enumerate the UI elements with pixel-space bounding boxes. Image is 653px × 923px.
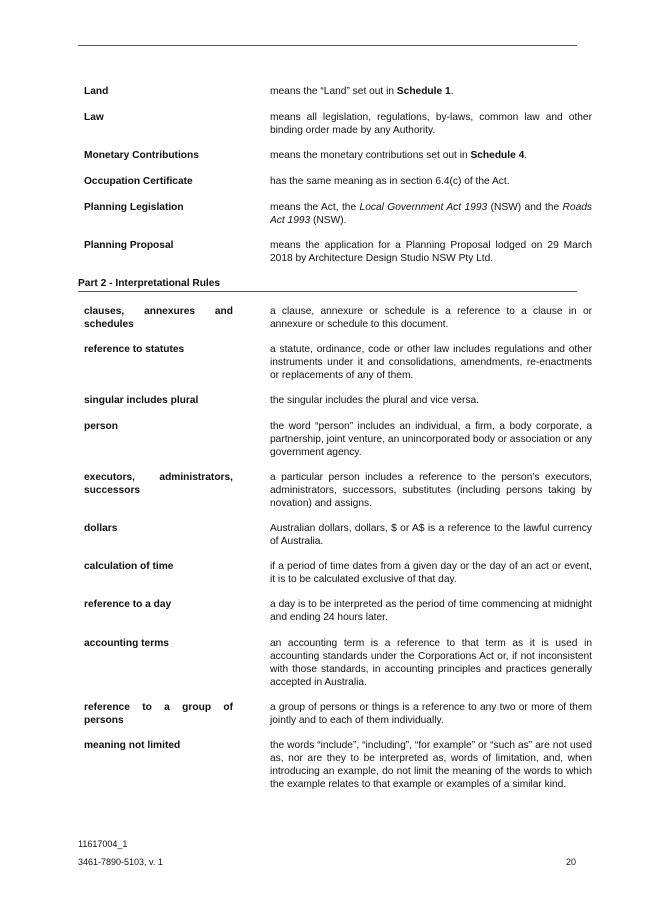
rule-term: dollars: [84, 523, 118, 534]
definition-text-run: means the monetary contributions set out in: [270, 150, 471, 161]
rule-term: person: [84, 421, 118, 432]
definition-bold-ref: Schedule 4: [470, 150, 525, 161]
rule-term: reference to statutes: [84, 344, 185, 355]
definition-term: Planning Legislation: [84, 202, 184, 213]
page-number: 20: [566, 857, 577, 867]
definition-text-run: .: [450, 86, 454, 97]
part-heading: Part 2 - Interpretational Rules: [78, 278, 221, 289]
definition-term: Law: [84, 112, 104, 123]
definition-text: [270, 111, 592, 137]
footer-reference: 3461-7890-5103, v. 1: [78, 857, 163, 867]
definition-bold-ref: Schedule 1: [396, 86, 451, 97]
definition-text-run: means the application for a Planning Proposal lodged on 29 March 2018 by Architecture Design Studio NSW Pty Ltd.: [270, 240, 592, 264]
definition-text-run: .: [524, 150, 528, 161]
rule-text: a particular person includes a reference to the person’s executors, administrators, successors, substitutes (including persons taking by novation) and assigns.: [270, 472, 592, 509]
rule-text: an accounting term is a reference to that term as it is used in accounting standards under the Corporations Act or, if not inconsistent with those standards, in accounting principles and practices generally accepted in Australia.: [270, 638, 592, 688]
rule-term: reference to a group of persons: [84, 702, 233, 726]
part-heading-rule: [78, 291, 577, 292]
definition-term: Monetary Contributions: [84, 150, 199, 161]
rule-text: if a period of time dates from a given day or the day of an act or event, it is to be calculated exclusive of that day.: [270, 561, 592, 585]
definition-text: [270, 175, 592, 188]
definition-term: Planning Proposal: [84, 240, 174, 251]
rule-term: singular includes plural: [84, 395, 199, 406]
rule-term: calculation of time: [84, 561, 174, 572]
rule-text: a statute, ordinance, code or other law includes regulations and other instruments under it and consolidations, amendments, re-enactments or replacements of any of them.: [270, 344, 592, 381]
definition-italic-ref: Local Government Act 1993: [359, 202, 488, 213]
definition-text: [270, 239, 592, 265]
definition-text-run: (NSW) and the: [487, 202, 563, 213]
rule-text: a clause, annexure or schedule is a reference to a clause in or annexure or schedule to this document.: [270, 306, 592, 330]
rule-text: the words “include”, “including”, “for example” or “such as” are not used as, nor are they to be interpreted as, words of limitation, and, when introducing an example, do not limit the meaning of the words to which the example relates to that example or examples of a similar kind.: [270, 740, 592, 790]
top-rule: [78, 45, 577, 46]
definition-text-run: means the Act, the: [270, 202, 360, 213]
rule-term: reference to a day: [84, 599, 172, 610]
definition-term: Land: [84, 86, 109, 97]
definition-text: [270, 85, 592, 98]
rule-text: a group of persons or things is a reference to any two or more of them jointly and to each of them individually.: [270, 702, 592, 726]
definition-text-run: means the “Land” set out in: [270, 86, 397, 97]
definition-text: [270, 149, 592, 162]
definition-term: Occupation Certificate: [84, 176, 193, 187]
definition-italic-ref: Roads Act 1993: [270, 202, 592, 226]
footer-doc-id: 11617004_1: [78, 839, 128, 849]
rule-text: the word “person” includes an individual, a firm, a body corporate, a partnership, joint venture, an unincorporated body or association or any government agency.: [270, 421, 592, 458]
definition-text: [270, 201, 592, 227]
rule-text: Australian dollars, dollars, $ or A$ is a reference to the lawful currency of Australia.: [270, 523, 592, 547]
rule-text: the singular includes the plural and vice versa.: [270, 395, 479, 406]
rule-term: accounting terms: [84, 638, 169, 649]
rule-text: a day is to be interpreted as the period of time commencing at midnight and ending 24 hours later.: [270, 599, 592, 623]
rule-term: clauses, annexures and schedules: [84, 306, 233, 330]
definition-text-run: has the same meaning as in section 6.4(c) of the Act.: [270, 176, 510, 187]
rule-term: executors, administrators, successors: [84, 472, 233, 496]
rule-term: meaning not limited: [84, 740, 181, 751]
definition-text-run: means all legislation, regulations, by-laws, common law and other binding order made by any Authority.: [270, 112, 592, 136]
definition-text-run: (NSW).: [310, 215, 347, 226]
